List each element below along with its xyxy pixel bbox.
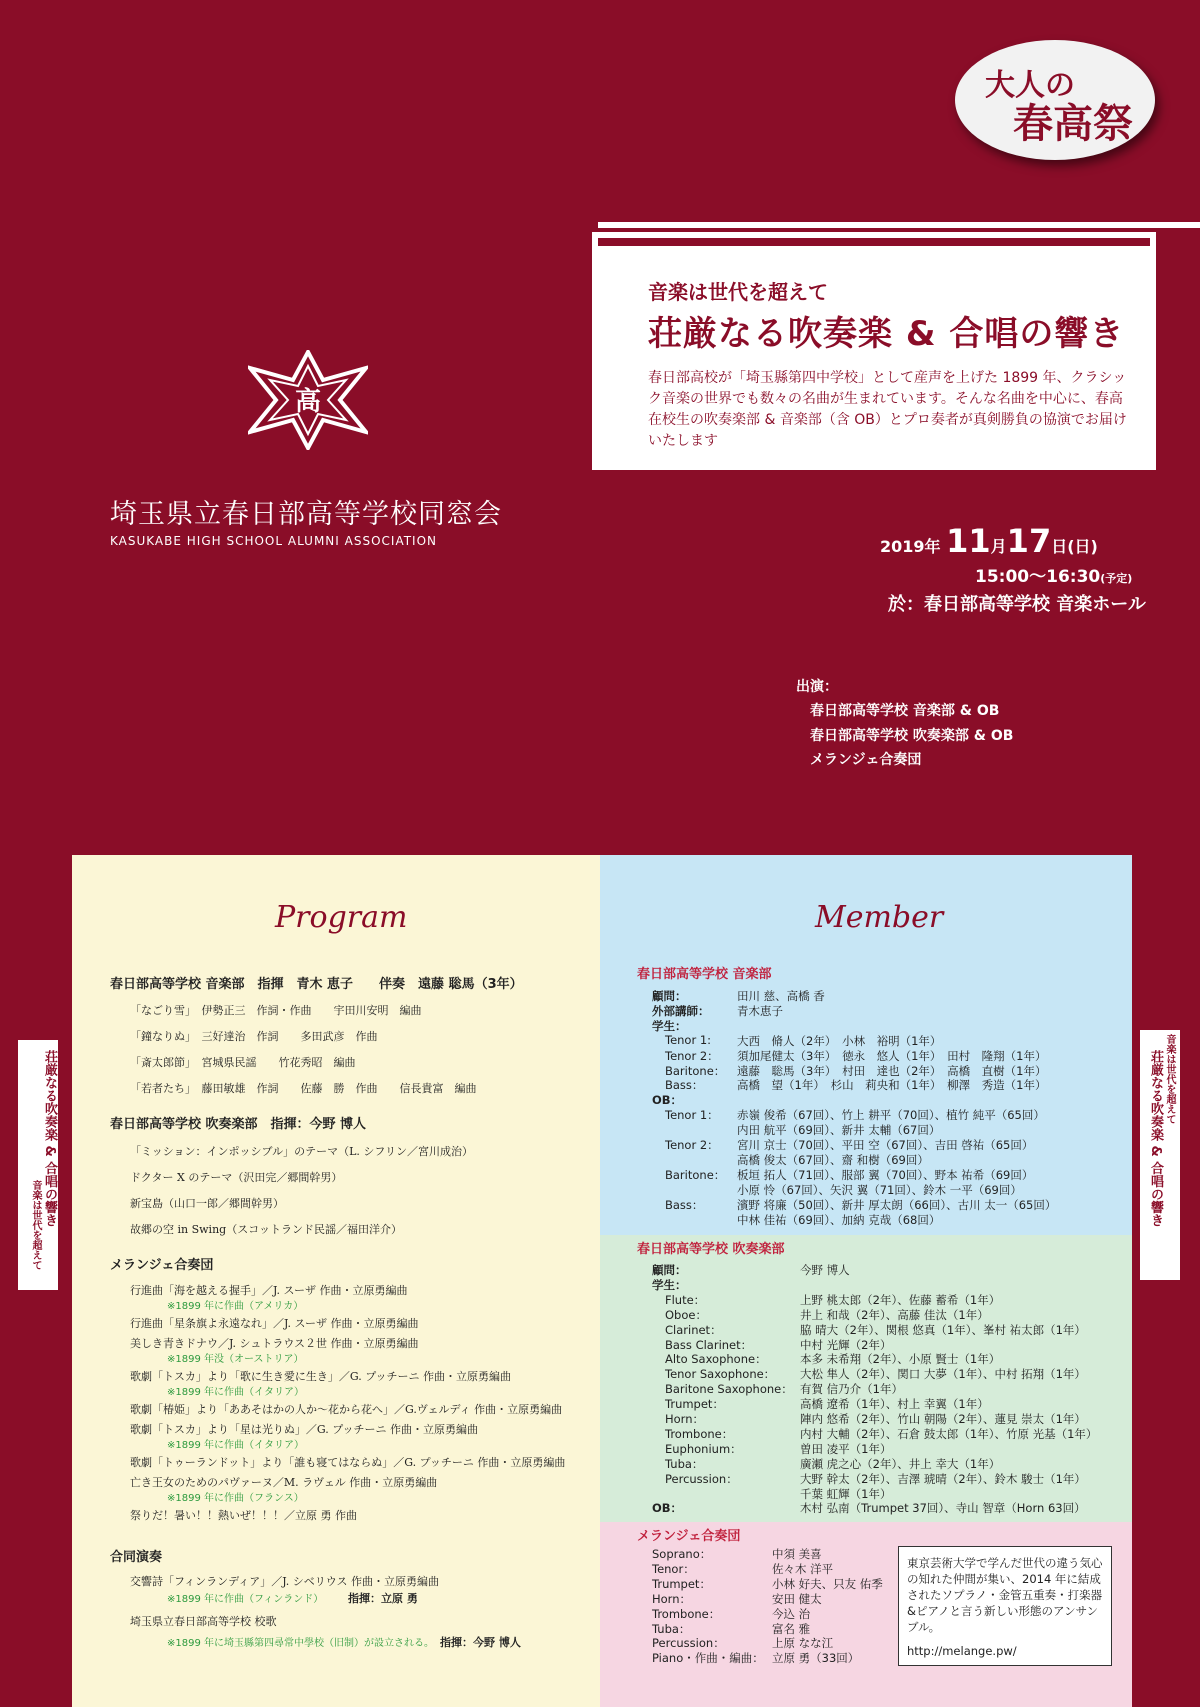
member-names: 大西 脩人（2年） 小林 裕明（1年） bbox=[737, 1033, 942, 1048]
event-time-note: (予定) bbox=[1100, 572, 1133, 585]
program-note: ※1899 年に作曲（フランス） bbox=[167, 1493, 304, 1504]
member-names: 陣内 悠希（2年）、竹山 朝陽（2年）、蓮見 崇太（1年） bbox=[800, 1412, 1086, 1426]
program-conductor: 指揮：今野 博人 bbox=[440, 1636, 521, 1649]
member-role: Tenor 2： bbox=[665, 1048, 719, 1063]
member-role: Bass： bbox=[665, 1197, 704, 1212]
member-role: Flute： bbox=[665, 1292, 706, 1307]
member-role: 外部講師： bbox=[652, 1003, 710, 1018]
program-item: 亡き王女のためのパヴァーヌ／M. ラヴェル 作曲・立原勇編曲 bbox=[130, 1476, 438, 1489]
member-names: 井上 和哉（2年）、高藤 佳汰（1年） bbox=[800, 1307, 989, 1322]
member-names: 高橋 望（1年） 杉山 莉央和（1年） 柳澤 秀造（1年） bbox=[737, 1078, 1047, 1093]
program-item: 「なごり雪」 伊勢正三 作詞・作曲 宇田川安明 編曲 bbox=[130, 1004, 422, 1017]
member-role: Soprano： bbox=[652, 1547, 712, 1561]
intro-text: 春日部高校が「埼玉縣第四中学校」として産声を上げた 1899 年、クラシック音楽の世界でも数々の名曲が生まれています。そんな名曲を中心に、春高在校生の吹奏楽部 & 音楽部（含 OB）とプロ奏者が真剣勝負の協演でお届けいたします bbox=[648, 370, 1127, 449]
member-names: 小原 怜（67回）、矢沢 翼（71回）、鈴木 一平（69回） bbox=[737, 1182, 1022, 1197]
member-names: 中須 美喜 bbox=[772, 1547, 822, 1561]
music-club-title: 春日部高等学校 音楽部 指揮 青木 恵子 伴奏 遠藤 聡馬（3年） bbox=[110, 977, 523, 992]
member-names: 曽田 凌平（1年） bbox=[800, 1441, 892, 1456]
event-venue: 於：春日部高等学校 音楽ホール bbox=[888, 594, 1146, 615]
member-names: 今込 治 bbox=[772, 1606, 811, 1621]
member-role: Alto Saxophone： bbox=[665, 1352, 767, 1367]
member-names: 上原 なな江 bbox=[772, 1636, 834, 1651]
member-role: Trombone： bbox=[652, 1606, 721, 1621]
school-emblem-icon bbox=[248, 350, 368, 450]
member-names: 高橋 遼希（1年）、村上 幸翼（1年） bbox=[800, 1397, 989, 1412]
member-role: 顧問： bbox=[652, 1263, 687, 1277]
program-item: 歌劇「椿姫」より「ああそはかの人か～花から花へ」／G.ヴェルディ 作曲・立原勇編曲 bbox=[130, 1403, 563, 1416]
member-names: 田川 慈、高橋 香 bbox=[737, 989, 825, 1003]
member-role: 学生： bbox=[652, 1018, 687, 1033]
member-names: 内田 航平（69回）、新井 太輔（67回） bbox=[737, 1123, 941, 1138]
performers-label: 出演： bbox=[796, 679, 838, 695]
program-item: ドクター X のテーマ（沢田完／郷間幹男） bbox=[130, 1171, 343, 1184]
program-item: 祭りだ！暑い！！熱いぜ！！！／立原 勇 作曲 bbox=[130, 1509, 357, 1522]
member-names: 中林 佳祐（69回）、加納 克哉（68回） bbox=[737, 1212, 941, 1227]
program-note: ※1899 年に作曲（イタリア） bbox=[167, 1440, 305, 1451]
program-item: 歌劇「トスカ」より「星は光りぬ」／G. プッチーニ 作曲・立原勇編曲 bbox=[130, 1423, 479, 1436]
program-item: 「若者たち」 藤田敏雄 作詞 佐藤 勝 作曲 信長貴富 編曲 bbox=[130, 1082, 477, 1095]
member-names: 小林 好夫、只友 佑季 bbox=[772, 1576, 883, 1591]
member-names: 富名 雅 bbox=[772, 1621, 811, 1636]
event-day: 17 bbox=[1006, 522, 1052, 560]
member-names: 青木恵子 bbox=[737, 1003, 783, 1018]
member-names: 大松 隼人（2年）、関口 大夢（1年）、中村 拓翔（1年） bbox=[800, 1367, 1086, 1382]
member-role: Baritone： bbox=[665, 1063, 726, 1078]
member-role: Tuba： bbox=[665, 1456, 704, 1471]
member-role: Tenor 1: bbox=[665, 1032, 712, 1047]
melange-description bbox=[898, 1546, 1112, 1666]
member-names: 上野 桃太郎（2年）、佐藤 蓄希（1年） bbox=[800, 1292, 1001, 1307]
member-role: OB： bbox=[652, 1093, 683, 1108]
member-role: Trumpet： bbox=[652, 1576, 711, 1591]
member-names: 板垣 拓人（71回）、服部 翼（70回）、野本 祐希（69回） bbox=[737, 1167, 1034, 1182]
emblem-char: 高 bbox=[294, 387, 322, 417]
program-item: 新宝島（山口一郎／郷間幹男） bbox=[130, 1197, 284, 1210]
member-role: Horn： bbox=[652, 1591, 691, 1606]
member-names: 大野 幹太（2年）、吉澤 琥晴（2年）、鈴木 駿士（1年） bbox=[800, 1471, 1086, 1486]
program-item: 故郷の空 in Swing（スコットランド民謡／福田洋介） bbox=[130, 1223, 402, 1236]
member-role: Trumpet： bbox=[665, 1397, 724, 1412]
side-big-text: 荘厳なる吹奏楽 & 合唱の響き bbox=[42, 1050, 57, 1227]
event-day-label: 日 bbox=[1051, 537, 1068, 556]
member-names: 遠藤 聡馬（3年） 村田 達也（2年） 高橋 直樹（1年） bbox=[737, 1063, 1047, 1078]
program-conductor: 指揮：立原 勇 bbox=[348, 1592, 418, 1605]
event-month-label: 月 bbox=[990, 537, 1007, 556]
program-item: 歌劇「トゥーランドット」より「誰も寝てはならぬ」／G. プッチーニ 作曲・立原勇編曲 bbox=[130, 1456, 566, 1469]
school-name: 埼玉県立春日部高等学校同窓会 bbox=[110, 499, 502, 530]
side-big-text: 荘厳なる吹奏楽 & 合唱の響き bbox=[1148, 1050, 1163, 1227]
program-item: 交響詩「フィンランディア」／J. シベリウス 作曲・立原勇編曲 bbox=[130, 1575, 439, 1588]
program-item: 「ミッション：インポッシブル」のテーマ（L. シフリン／宮川成治） bbox=[130, 1145, 473, 1158]
member-names: 本多 未希翔（2年）、小原 賢士（1年） bbox=[800, 1352, 1001, 1367]
program-item: 行進曲「星条旗よ永遠なれ」／J. スーザ 作曲・立原勇編曲 bbox=[130, 1317, 419, 1330]
right-side-banner bbox=[1140, 1030, 1180, 1280]
event-logo-badge bbox=[955, 40, 1155, 160]
member-role: Trombone： bbox=[665, 1426, 734, 1441]
member-role: Tenor 2： bbox=[665, 1138, 719, 1152]
side-small-text: 音楽は世代を超えて bbox=[1164, 1034, 1175, 1124]
member-names: 今野 博人 bbox=[800, 1263, 850, 1277]
program-item: 美しき青きドナウ／J. シュトラウス２世 作曲・立原勇編曲 bbox=[130, 1337, 419, 1350]
event-weekday: (日) bbox=[1067, 537, 1098, 556]
member-names: 安田 健太 bbox=[772, 1591, 822, 1606]
member-names: 廣瀬 虎之心（2年）、井上 幸大（1年） bbox=[800, 1456, 1001, 1471]
left-side-banner bbox=[18, 1040, 58, 1290]
member-names: 須加尾健太（3年） 徳永 悠人（1年） 田村 隆翔（1年） bbox=[737, 1048, 1047, 1063]
program-note: ※1899 年に作曲（フィンランド） bbox=[167, 1594, 324, 1605]
performer-item: 春日部高等学校 音楽部 & OB bbox=[810, 703, 1000, 719]
member-role: Baritone Saxophone： bbox=[665, 1382, 793, 1397]
member-role: Percussion： bbox=[652, 1636, 725, 1651]
melange-desc-text: 東京芸術大学で学んだ世代の違う気心の知れた仲間が集い、2014 年に結成されたソプラノ・金管五重奏・打楽器&ピアノと言う新しい形態のアンサンブル。 bbox=[907, 1556, 1103, 1634]
member-names: 内村 大輔（2年）、石倉 鼓太郎（1年）、竹原 光基（1年） bbox=[800, 1426, 1098, 1441]
joint-title: 合同演奏 bbox=[110, 1550, 163, 1565]
member-names: 有賀 信乃介（1年） bbox=[800, 1382, 903, 1397]
member-role: Tuba： bbox=[652, 1621, 691, 1636]
member-role: 顧問： bbox=[652, 989, 687, 1003]
member-role: Bass： bbox=[665, 1078, 704, 1093]
program-item: 歌劇「トスカ」より「歌に生き愛に生き」／G. プッチーニ 作曲・立原勇編曲 bbox=[130, 1370, 512, 1383]
member-names: 立原 勇（33回） bbox=[772, 1651, 860, 1666]
program-item: 「斎太郎節」 宮城県民謡 竹花秀昭 編曲 bbox=[130, 1056, 356, 1069]
melange-url-link[interactable]: http://melange.pw/ bbox=[907, 1644, 1017, 1658]
event-date bbox=[880, 522, 1098, 560]
member-role: Tenor Saxophone： bbox=[665, 1367, 776, 1382]
program-note: ※1899 年没（オーストリア） bbox=[167, 1354, 304, 1365]
event-time bbox=[975, 562, 1132, 587]
member-names: 赤嶺 俊希（67回）、竹上 耕平（70回）、植竹 純平（65回） bbox=[737, 1108, 1045, 1123]
band-member-title: 春日部高等学校 吹奏楽部 bbox=[637, 1242, 785, 1257]
member-names: 宮川 京士（70回）、平田 空（67回）、吉田 啓祐（65回） bbox=[737, 1138, 1034, 1152]
performer-item: メランジェ合奏団 bbox=[810, 752, 922, 768]
member-names: 中村 光輝（2年） bbox=[800, 1337, 892, 1352]
melange-program-title: メランジェ合奏団 bbox=[110, 1258, 214, 1273]
member-role: Bass Clarinet： bbox=[665, 1337, 753, 1352]
event-year: 2019年 bbox=[880, 537, 941, 556]
program-note: ※1899 年に作曲（イタリア） bbox=[167, 1387, 305, 1398]
subtitle: 音楽は世代を超えて bbox=[648, 280, 828, 304]
member-role: Clarinet： bbox=[665, 1322, 722, 1337]
member-names: 千葉 虹輝（1年） bbox=[800, 1486, 892, 1501]
event-month: 11 bbox=[946, 522, 991, 560]
main-title: 荘厳なる吹奏楽 & 合唱の響き bbox=[648, 314, 1125, 354]
member-role: Tenor： bbox=[652, 1561, 695, 1576]
badge-line1: 大人の bbox=[985, 68, 1075, 103]
music-member-title: 春日部高等学校 音楽部 bbox=[637, 967, 772, 982]
title-box bbox=[598, 238, 1150, 464]
member-heading: Member bbox=[815, 900, 944, 935]
member-role: Baritone： bbox=[665, 1167, 726, 1182]
badge-line2: 春高祭 bbox=[1013, 100, 1133, 147]
event-time-text: 15:00～16:30 bbox=[975, 567, 1101, 587]
band-club-title: 春日部高等学校 吹奏楽部 指揮：今野 博人 bbox=[110, 1117, 367, 1132]
member-names: 佐々木 洋平 bbox=[772, 1561, 834, 1576]
member-role: 学生： bbox=[652, 1277, 687, 1292]
program-note: ※1899 年に埼玉縣第四尋常中學校（旧制）が設立される。 bbox=[167, 1638, 435, 1649]
program-heading: Program bbox=[275, 900, 408, 935]
member-role: Horn： bbox=[665, 1412, 704, 1426]
member-role: Percussion： bbox=[665, 1471, 738, 1486]
program-item: 行進曲「海を越える握手」／J. スーザ 作曲・立原勇編曲 bbox=[130, 1284, 408, 1297]
member-role: OB： bbox=[652, 1501, 683, 1516]
melange-member-title: メランジェ合奏団 bbox=[637, 1529, 741, 1544]
member-names: 脇 晴大（2年）、関根 悠真（1年）、峯村 祐太郎（1年） bbox=[800, 1322, 1086, 1337]
member-names: 濱野 将廉（50回）、新井 厚太朗（66回）、古川 太一（65回） bbox=[737, 1197, 1057, 1212]
member-role: Piano・作曲・編曲： bbox=[652, 1651, 764, 1666]
school-name-en: KASUKABE HIGH SCHOOL ALUMNI ASSOCIATION bbox=[110, 534, 438, 548]
member-role: Euphonium： bbox=[665, 1441, 742, 1456]
member-role: Tenor 1： bbox=[665, 1108, 719, 1123]
performer-item: 春日部高等学校 吹奏楽部 & OB bbox=[810, 728, 1014, 744]
program-note: ※1899 年に作曲（アメリカ） bbox=[167, 1301, 304, 1312]
member-names: 高橋 俊太（67回）、齋 和樹（69回） bbox=[737, 1152, 929, 1167]
program-item: 「鐘なりぬ」 三好達治 作詞 多田武彦 作曲 bbox=[130, 1030, 378, 1043]
divider-line bbox=[598, 222, 1200, 228]
member-names: 木村 弘南（Trumpet 37回）、寺山 智章（Horn 63回） bbox=[800, 1501, 1086, 1516]
program-item: 埼玉県立春日部高等学校 校歌 bbox=[130, 1615, 277, 1628]
member-role: Oboe： bbox=[665, 1307, 707, 1322]
side-small-text: 音楽は世代を超えて bbox=[30, 1180, 41, 1270]
